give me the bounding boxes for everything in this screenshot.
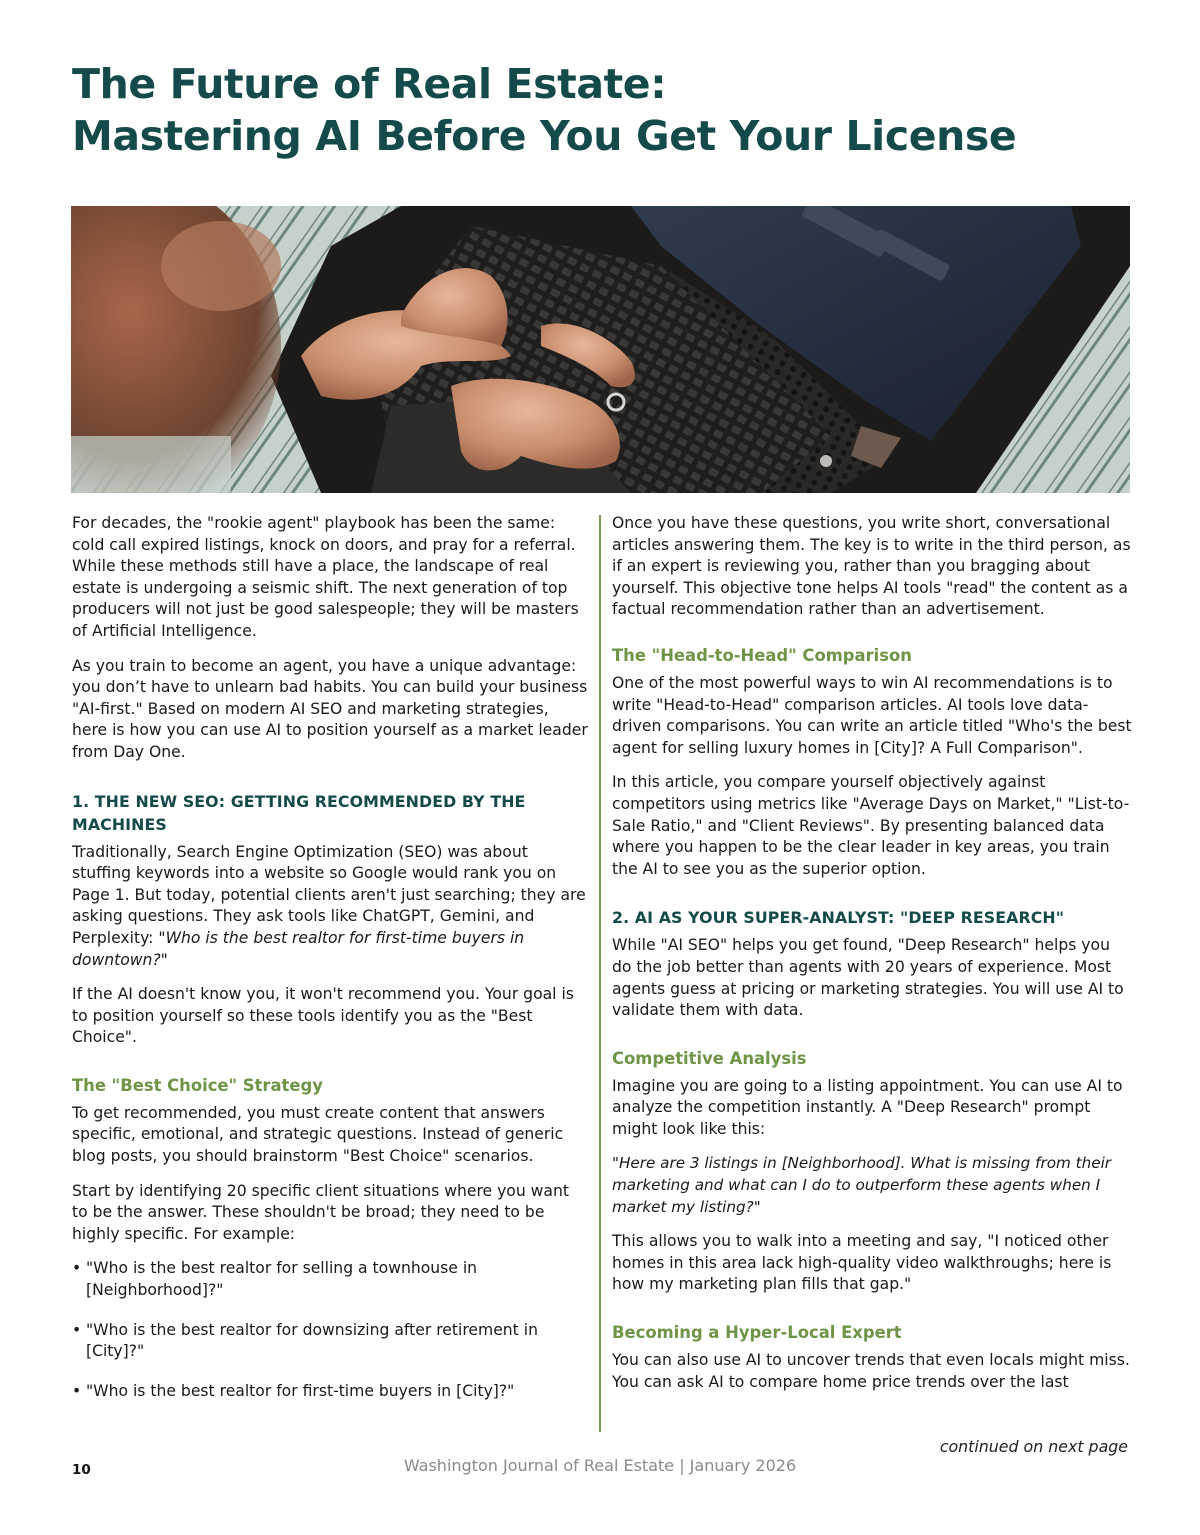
right-paragraph-1: Once you have these questions, you write short, conversational articles answering them. The key is to write in the third person, as if an expert is reviewing you, rather than you bragging about yourself. This objective tone helps AI tools "read" the content as a factual recommendation rather than an advertisement. bbox=[612, 514, 1131, 619]
competitive-paragraph-2: This allows you to walk into a meeting and say, "I noticed other homes in this area lack high-quality video walkthroughs; here is how my marketing plan fills that gap." bbox=[612, 1232, 1112, 1294]
example-list bbox=[72, 1258, 588, 1402]
intro-paragraph-1: For decades, the "rookie agent" playbook has been the same: cold call expired listings, knock on doors, and pray for a referral. While these methods still have a place, the landscape of real estate is undergoing a seismic shift. The next generation of top producers will not just be good salespeople; they will be masters of Artificial Intelligence. bbox=[72, 514, 579, 640]
section-1-paragraph-1 bbox=[72, 842, 588, 972]
head-to-head-heading: The "Head-to-Head" Comparison bbox=[612, 645, 912, 665]
example-question: Who is the best realtor for first-time buyers in downtown? bbox=[72, 928, 525, 969]
list-item: • "Who is the best realtor for first-time buyers in [City]?" bbox=[72, 1381, 588, 1403]
list-item: • "Who is the best realtor for downsizing after retirement in [City]?" bbox=[72, 1320, 588, 1363]
column-divider bbox=[599, 515, 601, 1432]
head-to-head-paragraph-1: One of the most powerful ways to win AI recommendations is to write "Head-to-Head" comparison articles. AI tools love data-driven comparisons. You can write an article titled "Who's the best agent for selling luxury homes in [City]? A Full Comparison". bbox=[612, 673, 1132, 757]
title-line-2: Mastering AI Before You Get Your License bbox=[72, 112, 1017, 160]
best-choice-paragraph-2: Start by identifying 20 specific client situations where you want to be the answer. These shouldn't be broad; they need to be highly specific. For example: bbox=[72, 1181, 569, 1243]
page-number: 10 bbox=[72, 1462, 91, 1478]
section-1-paragraph-2: If the AI doesn't know you, it won't recommend you. Your goal is to position yourself so these tools identify you as the "Best Choice". bbox=[72, 985, 574, 1047]
section-2-heading: 2. AI AS YOUR SUPER-ANALYST: "DEEP RESEARCH" bbox=[612, 908, 1065, 928]
section-1-paragraph-1-text: Traditionally, Search Engine Optimization (SEO) was about stuffing keywords into a website so Google would rank you on Page 1. But today, potential clients aren't just searching; they are asking questions. They ask tools like ChatGPT, Gemini, and Perplexity: " bbox=[72, 842, 586, 947]
list-item: • "Who is the best realtor for selling a townhouse in [Neighborhood]?" bbox=[72, 1258, 588, 1301]
title-line-1: The Future of Real Estate: bbox=[72, 60, 667, 108]
hyper-local-heading: Becoming a Hyper-Local Expert bbox=[612, 1323, 902, 1343]
publication-footer: Washington Journal of Real Estate | January 2026 bbox=[403, 1456, 797, 1475]
head-to-head-paragraph-2: In this article, you compare yourself objectively against competitors using metrics like "Average Days on Market," "List-to-Sale Ratio," and "Client Reviews". By presenting balanced data where you happen to be the clear leader in key areas, you train the AI to see you as the superior option. bbox=[612, 773, 1130, 878]
hyper-local-paragraph-1: You can also use AI to uncover trends that even locals might miss. You can ask AI to compare home price trends over the last bbox=[612, 1351, 1130, 1391]
photo-icon bbox=[71, 206, 1130, 493]
hero-image bbox=[71, 206, 1130, 493]
intro-paragraph-2: As you train to become an agent, you have a unique advantage: you don’t have to unlearn bad habits. You can build your business "AI-first." Based on modern AI SEO and marketing strategies, here is how you can use AI to position yourself as a market leader from Day One. bbox=[72, 656, 588, 761]
best-choice-heading: The "Best Choice" Strategy bbox=[72, 1075, 323, 1095]
best-choice-paragraph-1: To get recommended, you must create content that answers specific, emotional, and strategic questions. Instead of generic blog posts, you should brainstorm "Best Choice" scenarios. bbox=[72, 1103, 564, 1166]
section-2-paragraph-1: While "AI SEO" helps you get found, "Deep Research" helps you do the job better than agents with 20 years of experience. Most agents guess at pricing or marketing strategies. You will use AI to validate them with data. bbox=[612, 936, 1124, 1020]
continued-note: continued on next page bbox=[939, 1437, 1128, 1456]
quote-close: " bbox=[160, 950, 168, 969]
left-column bbox=[72, 513, 588, 1420]
article-title bbox=[72, 58, 1152, 162]
section-1-heading: 1. THE NEW SEO: GETTING RECOMMENDED BY THE MACHINES bbox=[72, 791, 526, 834]
competitive-paragraph-1: Imagine you are going to a listing appointment. You can use AI to analyze the competition instantly. A "Deep Research" prompt might look like this: bbox=[612, 1076, 1123, 1138]
research-prompt-quote: "Here are 3 listings in [Neighborhood]. What is missing from their marketing and what can I do to outperform these agents when I market my listing?" bbox=[612, 1154, 1112, 1216]
competitive-analysis-heading: Competitive Analysis bbox=[612, 1048, 807, 1068]
right-column bbox=[612, 513, 1132, 1406]
